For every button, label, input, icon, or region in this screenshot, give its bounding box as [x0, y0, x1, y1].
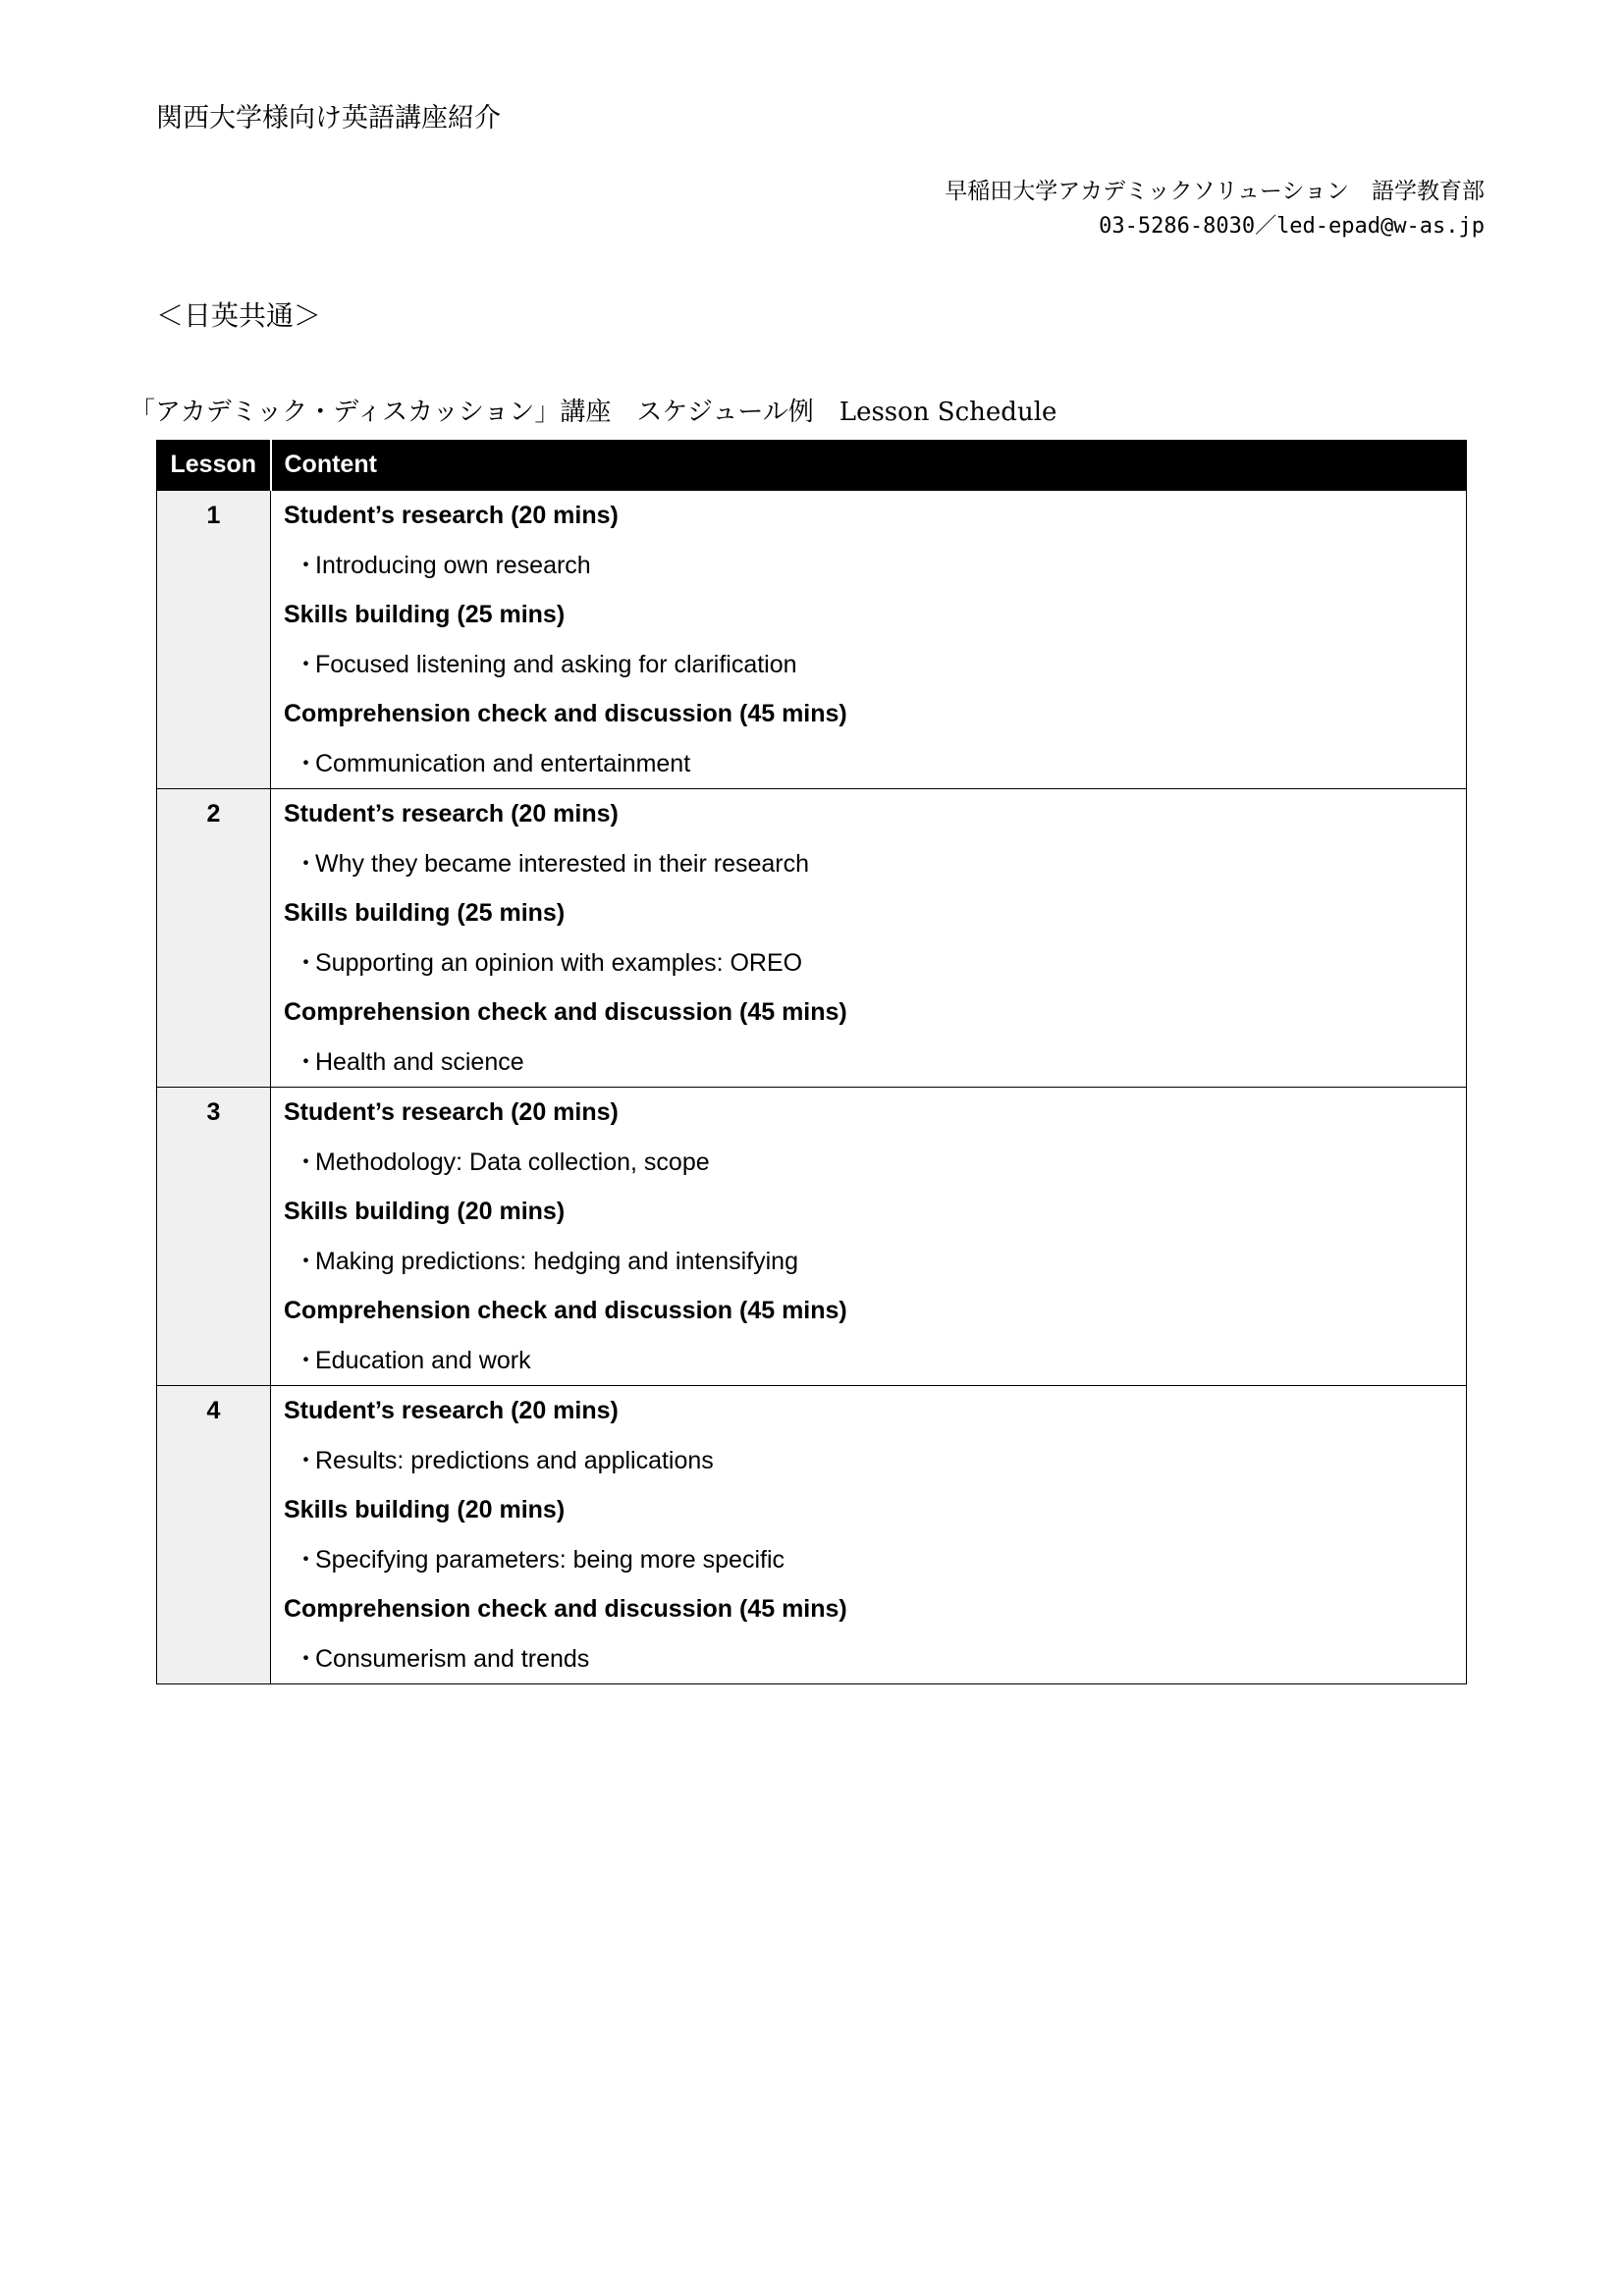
contact-info: 03-5286-8030／led-epad@w-as.jp	[1099, 214, 1485, 239]
document-title: 関西大学様向け英語講座紹介	[156, 103, 501, 133]
content-item-text: Introducing own research	[315, 551, 591, 579]
content-item	[284, 1436, 1466, 1486]
section-heading-comprehension: Comprehension check and discussion (45 mins)	[284, 700, 847, 727]
lesson-content-cell	[271, 789, 1467, 1088]
section-heading-skills: Skills building (20 mins)	[284, 1496, 566, 1523]
content-item-text: Consumerism and trends	[315, 1644, 590, 1673]
content-item-text: Making predictions: hedging and intensifying	[315, 1247, 798, 1275]
header-row	[157, 440, 1467, 491]
content-item-text: Results: predictions and applications	[315, 1446, 714, 1474]
bullet-glyph: ・	[294, 849, 319, 878]
content-item	[284, 839, 1466, 889]
bullet-glyph: ・	[294, 551, 319, 579]
organization-name: 早稲田大学アカデミックソリューション 語学教育部	[945, 179, 1485, 204]
content-item-text: Specifying parameters: being more specific	[315, 1545, 785, 1574]
lesson-number: 2	[206, 800, 221, 828]
organization-block	[945, 175, 1485, 243]
lesson-number-cell	[157, 1386, 271, 1684]
content-item-text: Why they became interested in their research	[315, 849, 810, 878]
table-row	[157, 491, 1467, 789]
lesson-number: 3	[206, 1098, 221, 1126]
header-content: Content	[271, 440, 1467, 491]
content-item-text: Supporting an opinion with examples: OREO	[315, 948, 803, 977]
section-heading-comprehension: Comprehension check and discussion (45 mins)	[284, 1297, 847, 1324]
section-heading-comprehension: Comprehension check and discussion (45 mins)	[284, 998, 847, 1026]
bullet-glyph: ・	[294, 1644, 319, 1673]
section-heading-skills: Skills building (25 mins)	[284, 601, 566, 628]
lesson-number: 1	[206, 502, 221, 529]
section-heading-research: Student’s research (20 mins)	[284, 1098, 619, 1126]
table-body	[157, 491, 1467, 1684]
content-item	[284, 1336, 1466, 1386]
content-item-text: Focused listening and asking for clarification	[315, 650, 797, 678]
content-item	[284, 640, 1466, 690]
content-item	[284, 1138, 1466, 1188]
section-heading-skills: Skills building (20 mins)	[284, 1198, 566, 1225]
bullet-glyph: ・	[294, 1346, 319, 1374]
header-lesson: Lesson	[157, 440, 271, 491]
lesson-number-cell	[157, 789, 271, 1088]
lesson-schedule-table	[156, 440, 1467, 1684]
lesson-content-cell	[271, 1088, 1467, 1386]
lesson-number-cell	[157, 1088, 271, 1386]
section-heading-comprehension: Comprehension check and discussion (45 mins)	[284, 1595, 847, 1623]
content-item	[284, 1038, 1466, 1088]
section-heading: ＜日英共通＞	[156, 299, 322, 332]
content-item	[284, 938, 1466, 988]
table-header	[157, 440, 1467, 491]
bullet-glyph: ・	[294, 948, 319, 977]
section-heading-research: Student’s research (20 mins)	[284, 800, 619, 828]
section-heading-research: Student’s research (20 mins)	[284, 1397, 619, 1424]
lesson-content-cell	[271, 1386, 1467, 1684]
content-item-text: Health and science	[315, 1047, 524, 1076]
bullet-glyph: ・	[294, 749, 319, 777]
table-row	[157, 789, 1467, 1088]
content-item	[284, 739, 1466, 789]
bullet-glyph: ・	[294, 1148, 319, 1176]
content-item	[284, 1535, 1466, 1585]
bullet-glyph: ・	[294, 1446, 319, 1474]
lesson-content-cell	[271, 491, 1467, 789]
bullet-glyph: ・	[294, 650, 319, 678]
section-heading-skills: Skills building (25 mins)	[284, 899, 566, 927]
content-item-text: Communication and entertainment	[315, 749, 691, 777]
content-item-text: Education and work	[315, 1346, 531, 1374]
content-item-text: Methodology: Data collection, scope	[315, 1148, 710, 1176]
section-heading-research: Student’s research (20 mins)	[284, 502, 619, 529]
lesson-number: 4	[206, 1397, 221, 1424]
lesson-number-cell	[157, 491, 271, 789]
content-item	[284, 541, 1466, 591]
table-caption: 「アカデミック・ディスカッション」講座 スケジュール例 Lesson Schedule	[130, 398, 1057, 427]
bullet-glyph: ・	[294, 1247, 319, 1275]
table-row	[157, 1088, 1467, 1386]
bullet-glyph: ・	[294, 1047, 319, 1076]
table-row	[157, 1386, 1467, 1684]
bullet-glyph: ・	[294, 1545, 319, 1574]
content-item	[284, 1634, 1466, 1684]
content-item	[284, 1237, 1466, 1287]
